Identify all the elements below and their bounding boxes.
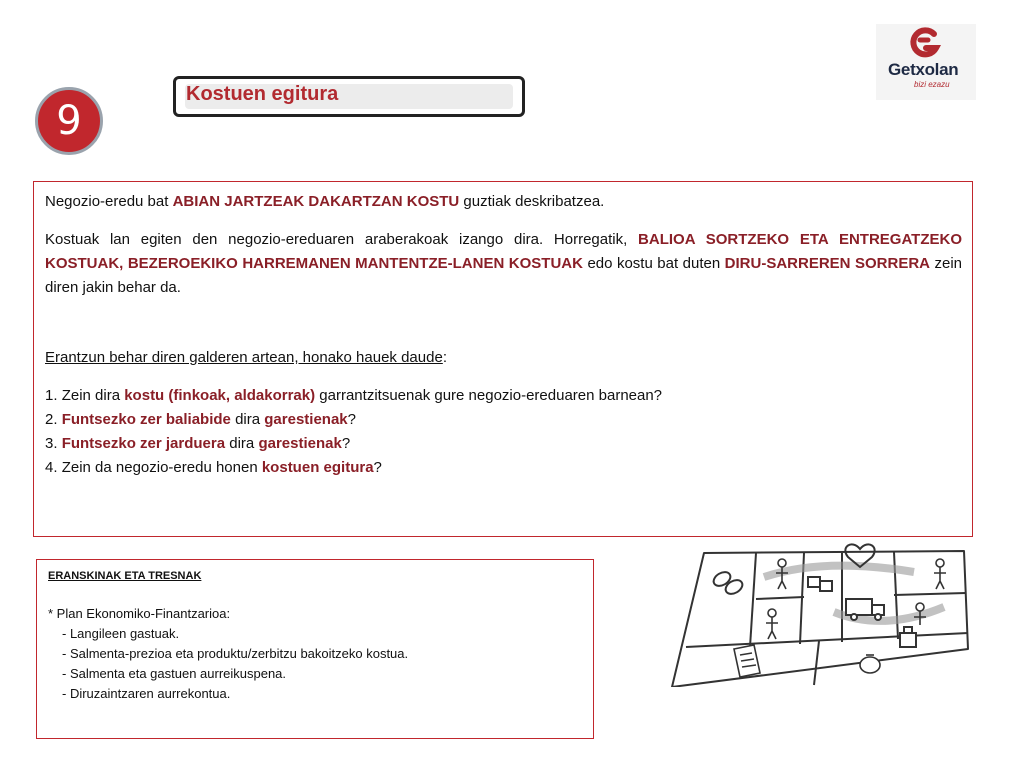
costs-paragraph (45, 228, 962, 300)
description-box (33, 181, 973, 537)
intro-text: Negozio-eredu bat (45, 193, 173, 210)
question-3 (45, 432, 962, 456)
annexes-box (36, 559, 594, 739)
question-highlight: Funtsezko zer jarduera (61, 435, 226, 452)
list-item: - Diruzaintzaren aurrekontua. (62, 686, 231, 701)
question-text: dira (225, 435, 259, 452)
slide-number: 9 (56, 98, 82, 144)
title-bar (173, 76, 525, 117)
question-number: 2. (45, 411, 62, 428)
question-highlight: kostuen egitura (261, 459, 374, 476)
annexes-list (48, 604, 408, 704)
logo-tagline: bizi ezazu (914, 80, 950, 89)
list-item: - Salmenta-prezioa eta produktu/zerbitzu bakoitzeko kostua. (62, 646, 409, 661)
question-text-end: ? (373, 459, 382, 476)
list-item: - Langileen gastuak. (62, 626, 180, 641)
question-highlight: garestienak (264, 411, 348, 428)
questions-intro-colon: : (442, 349, 447, 366)
questions-intro (45, 346, 962, 370)
slide-title: Kostuen egitura (186, 83, 339, 105)
annexes-heading: * Plan Ekonomiko-Finantzarioa: (48, 606, 231, 621)
question-number: 1. (45, 387, 62, 404)
annexes-title: ERANSKINAK ETA TRESNAK (48, 570, 202, 582)
logo-name: Getxolan (888, 60, 959, 79)
question-text: Zein dira (61, 387, 125, 404)
question-text-end: ? (341, 435, 351, 452)
getxolan-g-icon (906, 26, 946, 62)
question-text: Zein da negozio-eredu honen (61, 459, 262, 476)
list-item: - Salmenta eta gastuen aurreikuspena. (62, 666, 287, 681)
question-text-end: ? (347, 411, 356, 428)
question-4 (45, 456, 962, 480)
slide-number-badge (35, 87, 103, 155)
question-highlight: Funtsezko zer baliabide (61, 411, 231, 428)
question-text-end: garrantzitsuenak gure negozio-ereduaren barnean? (315, 387, 663, 404)
question-highlight: kostu (finkoak, aldakorrak) (124, 387, 316, 404)
question-highlight: garestienak (258, 435, 342, 452)
description-content (45, 190, 962, 480)
costs-text-2: edo kostu bat duten (582, 255, 725, 272)
costs-text: Kostuak lan egiten den negozio-ereduaren araberakoak izango dira. Horregatik, (45, 231, 639, 248)
question-2 (45, 408, 962, 432)
getxolan-logo (876, 24, 976, 100)
intro-highlight: ABIAN JARTZEAK DAKARTZAN KOSTU (172, 193, 460, 210)
intro-paragraph (45, 190, 962, 214)
costs-highlight-2: DIRU-SARREREN SORRERA (724, 255, 930, 272)
intro-text-end: guztiak deskribatzea. (459, 193, 605, 210)
question-number: 4. (45, 459, 62, 476)
costs-highlight-1: BALIOA SORTZEKO ETA ENTREGATZEKO KOSTUAK, BEZEROEKIKO HARREMANEN MANTENTZE-LANEN KOSTUAK (45, 231, 962, 272)
question-text: dira (230, 411, 265, 428)
questions-intro-text: Erantzun behar diren galderen artean, honako hauek daude (45, 349, 443, 366)
business-model-canvas-illustration (664, 537, 974, 687)
costs-text-end: zein diren jakin behar da. (45, 255, 963, 296)
question-number: 3. (45, 435, 62, 452)
question-1 (45, 384, 962, 408)
